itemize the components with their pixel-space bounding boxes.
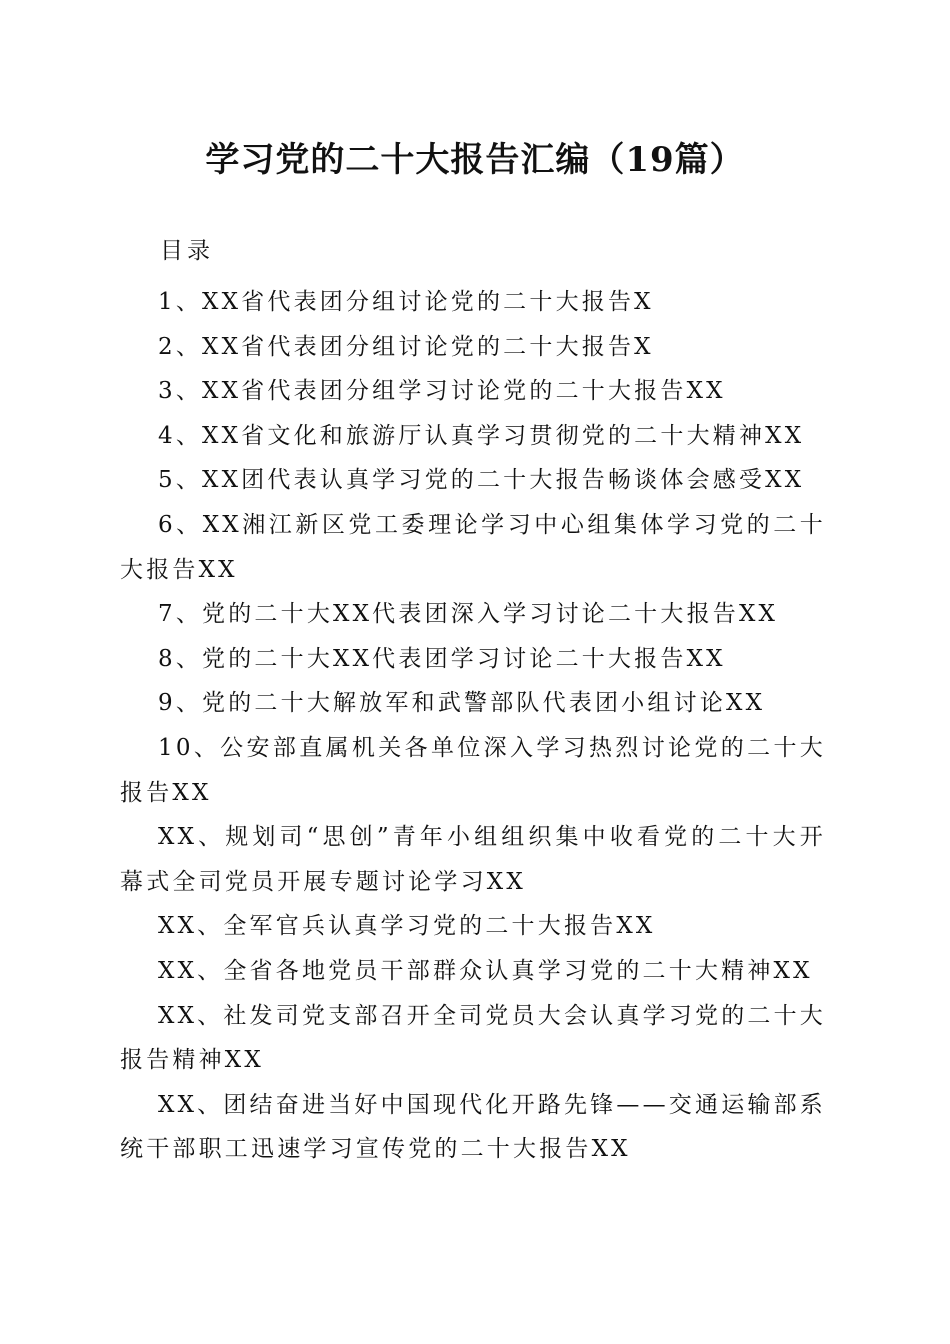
toc-item: 4、XX省文化和旅游厅认真学习贯彻党的二十大精神XX <box>158 422 805 449</box>
toc-item: 10、公安部直属机关各单位深入学习热烈讨论党的二十大报告XX <box>120 734 826 806</box>
toc-item: 6、XX湘江新区党工委理论学习中心组集体学习党的二十大报告XX <box>120 511 826 583</box>
toc-item: XX、全军官兵认真学习党的二十大报告XX <box>158 913 656 940</box>
toc-item: 5、XX团代表认真学习党的二十大报告畅谈体会感受XX <box>158 467 805 494</box>
toc-item: 3、XX省代表团分组学习讨论党的二十大报告XX <box>158 378 726 405</box>
toc-item: 8、党的二十大XX代表团学习讨论二十大报告XX <box>158 645 726 672</box>
toc-list <box>120 280 826 1172</box>
toc-item: XX、规划司“思创”青年小组组织集中收看党的二十大开幕式全司党员开展专题讨论学习XX <box>120 824 826 895</box>
toc-item: XX、社发司党支部召开全司党员大会认真学习党的二十大报告精神XX <box>120 1002 826 1074</box>
toc-item: XX、团结奋进当好中国现代化开路先锋——交通运输部系统干部职工迅速学习宣传党的二十大报告XX <box>120 1091 826 1163</box>
toc-item: 2、XX省代表团分组讨论党的二十大报告X <box>158 333 654 360</box>
toc-item: 1、XX省代表团分组讨论党的二十大报告X <box>158 289 654 315</box>
toc-item: 7、党的二十大XX代表团深入学习讨论二十大报告XX <box>158 601 779 628</box>
toc-item: XX、全省各地党员干部群众认真学习党的二十大精神XX <box>158 957 813 984</box>
document-title: 学习党的二十大报告汇编（19篇） <box>205 140 745 180</box>
toc-heading: 目录 <box>160 238 214 264</box>
toc-item: 9、党的二十大解放军和武警部队代表团小组讨论XX <box>158 690 766 717</box>
